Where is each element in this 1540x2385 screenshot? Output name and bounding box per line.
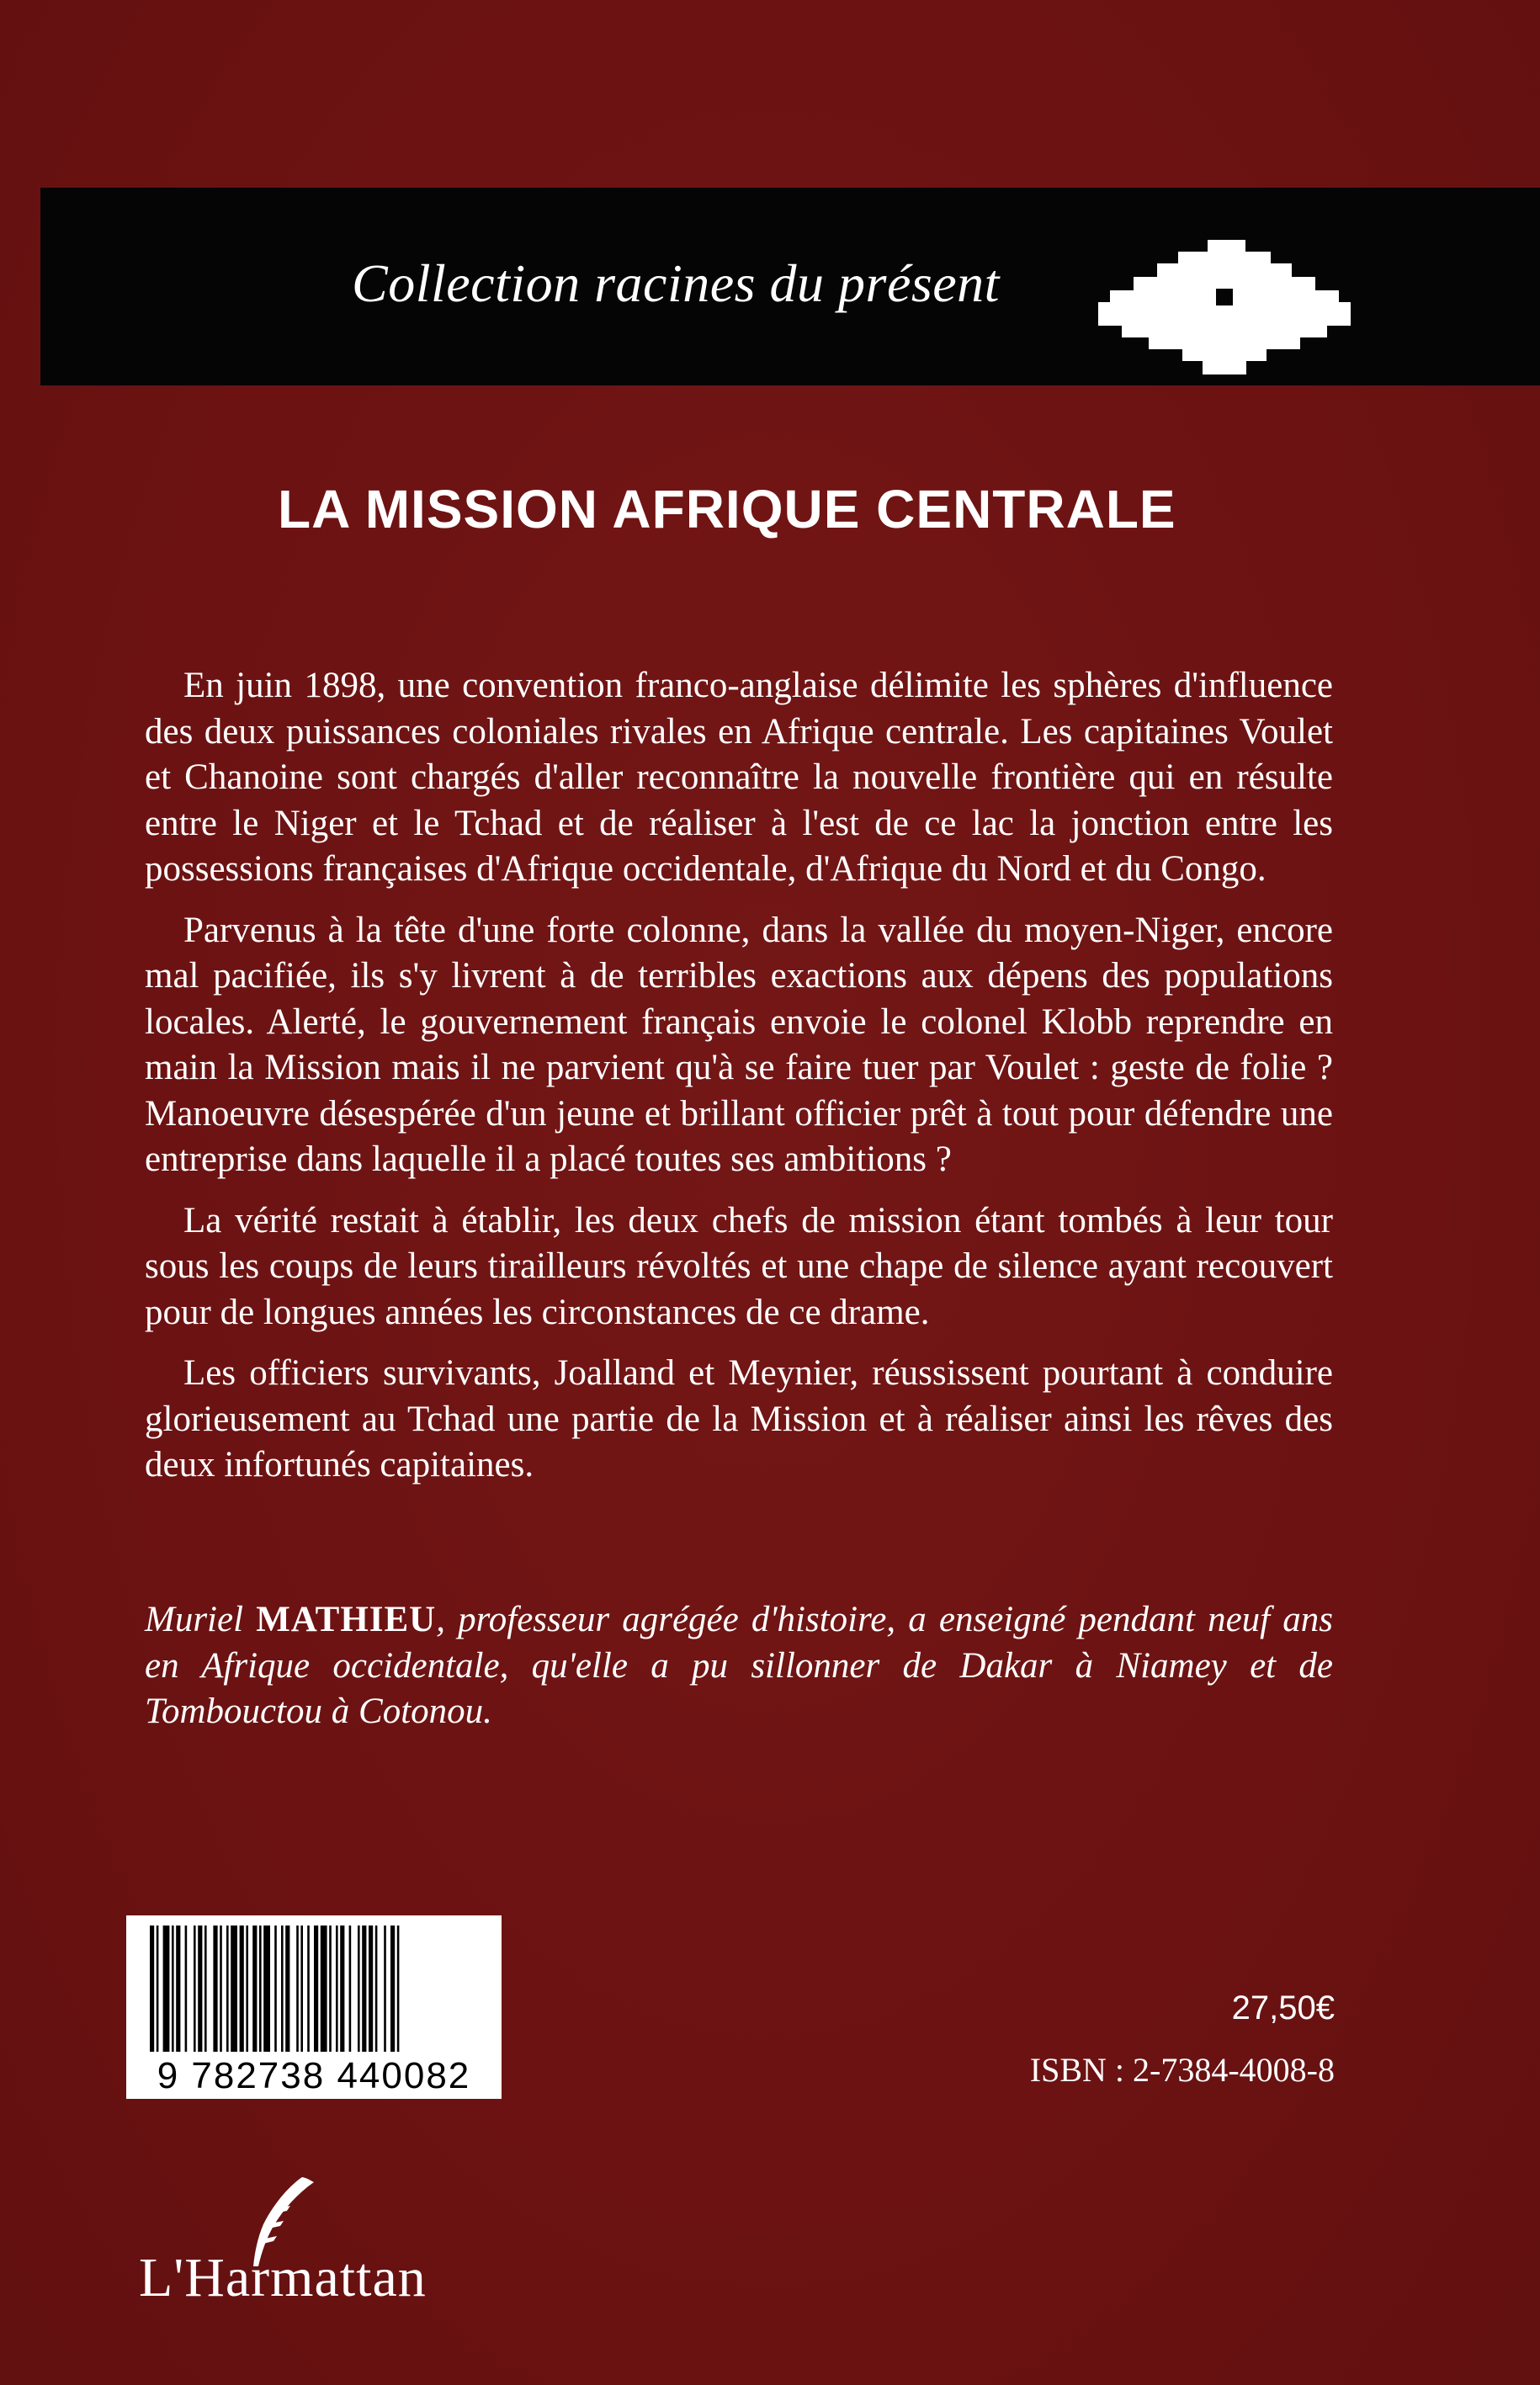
barcode-bar — [213, 1926, 217, 2052]
barcode-bar — [340, 1926, 344, 2052]
barcode-bar — [240, 1926, 244, 2052]
barcode-bar — [220, 1926, 222, 2052]
barcode-bar — [231, 1926, 237, 2052]
barcode-bar — [336, 1926, 338, 2052]
barcode-bar — [314, 1926, 318, 2052]
barcode-bar — [204, 1926, 207, 2052]
barcode-bar — [198, 1926, 202, 2052]
summary-paragraph: Parvenus à la tête d'une forte colonne, dans la vallée du moyen-Niger, encore mal pacifiée, ils s'y livrent à de terribles exactions aux dépens des populations locales. Alerté, le gouvernement français envoie le colonel Klobb reprendre en main la Mission mais il ne parvient qu'à se faire tuer par Voulet : geste de folie ? Manoeuvre désespérée d'un jeune et brillant officier prêt à tout pour défendre une entreprise dans laquelle il a placé toutes ses ambitions ? — [145, 910, 1333, 1179]
book-title: LA MISSION AFRIQUE CENTRALE — [278, 479, 1176, 539]
publisher-name: L'Harmattan — [139, 2247, 427, 2308]
barcode-bar — [349, 1926, 352, 2052]
collection-emblem-icon — [1098, 240, 1351, 374]
publisher-logo — [139, 2175, 492, 2310]
barcode-bar — [329, 1926, 332, 2052]
back-cover-summary — [145, 663, 1333, 1504]
barcode-bar — [321, 1926, 327, 2052]
barcode-bar — [150, 1926, 154, 2052]
barcode-bar — [375, 1926, 378, 2052]
barcode-bar — [176, 1926, 180, 2052]
barcode-bar — [226, 1926, 229, 2052]
author-bio-text: , professeur agrégée d'histoire, a enseigné pendant neuf ans en Afrique occidentale, qu'elle a pu sillonner de Dakar à Niamey et de Tombouctou à Cotonou. — [145, 1600, 1333, 1731]
barcode-bar — [259, 1926, 262, 2052]
barcode-bar — [362, 1926, 366, 2052]
barcode-bar — [163, 1926, 170, 2052]
barcode-bar — [274, 1926, 277, 2052]
author-last-name: MATHIEU — [256, 1600, 437, 1639]
barcode-bar — [285, 1926, 289, 2052]
summary-paragraph: En juin 1898, une convention franco-anglaise délimite les sphères d'influence des deux puissances coloniales rivales en Afrique centrale. Les capitaines Voulet et Chanoine sont chargés d'aller reconnaître la nouvelle frontière qui en résulte entre le Niger et le Tchad et de réaliser à l'est de ce lac la jonction entre les possessions françaises d'Afrique occidentale, d'Afrique du Nord et du Congo. — [145, 666, 1333, 889]
barcode-bar — [390, 1926, 395, 2052]
summary-paragraph: La vérité restait à établir, les deux chefs de mission étant tombés à leur tour sous les coups de leurs tirailleurs révoltés et une chape de silence ayant recouvert pour de longues années les circonstances de ce drame. — [145, 1200, 1333, 1332]
barcode-bar — [296, 1926, 299, 2052]
collection-name: Collection racines du présent — [352, 253, 1000, 313]
price: 27,50€ — [1231, 1989, 1335, 2026]
isbn: ISBN : 2-7384-4008-8 — [1029, 2051, 1335, 2089]
barcode-bar — [300, 1926, 303, 2052]
barcode-bar — [157, 1926, 159, 2052]
barcode-bar — [246, 1926, 248, 2052]
barcode — [126, 1915, 502, 2099]
summary-paragraph: Les officiers survivants, Joalland et Meynier, réussissent pourtant à conduire glorieusement au Tchad une partie de la Mission et à réaliser ainsi les rêves des deux infortunés capitaines. — [145, 1353, 1333, 1485]
author-bio — [145, 1597, 1333, 1735]
author-first-name: Muriel — [145, 1600, 244, 1639]
barcode-bar — [263, 1926, 270, 2052]
barcode-bar — [185, 1926, 188, 2052]
barcode-bar — [369, 1926, 373, 2052]
barcode-bar — [194, 1926, 196, 2052]
barcode-bar — [358, 1926, 360, 2052]
barcode-digits: 9 782738 440082 — [157, 2055, 471, 2096]
barcode-bar — [172, 1926, 174, 2052]
barcode-bar — [397, 1926, 400, 2052]
barcode-bar — [307, 1926, 310, 2052]
barcode-bar — [281, 1926, 284, 2052]
barcode-bar — [384, 1926, 386, 2052]
barcode-bar — [252, 1926, 257, 2052]
